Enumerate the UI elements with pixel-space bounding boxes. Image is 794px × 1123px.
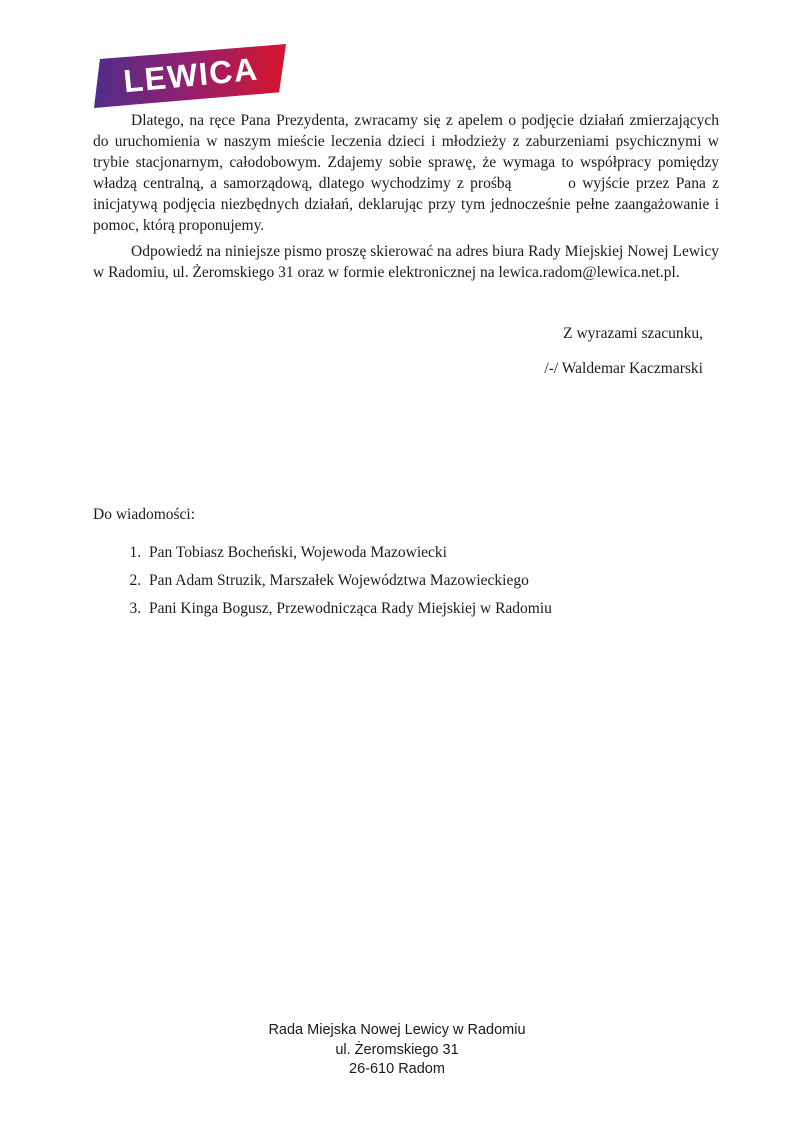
- cc-list-item: [145, 595, 719, 623]
- cc-list-item: [145, 567, 719, 595]
- closing-salutation: Z wyrazami szacunku,: [563, 325, 703, 342]
- cc-list-item: [145, 539, 719, 567]
- paragraph-appeal: Dlatego, na ręce Pana Prezydenta, zwracamy się z apelem o podjęcie działań zmierzających do uruchomienia w naszym mieście leczenia dzieci i młodzieży z zaburzeniami psychicznymi w trybie stacjonarnym, całodobowym. Zdajemy sobie sprawę, że wymaga to współpracy pomiędzy władzą centralną, a samorządową, dlatego wychodzimy z prośbą o wyjście przez Pana z inicjatywą podjęcia niezbędnych działań, deklarując przy tym jednocześnie pełne zaangażowanie i pomoc, którą proponujemy.: [93, 112, 719, 234]
- closing-signature: /-/ Waldemar Kaczmarski: [544, 360, 703, 377]
- paragraph-reply-address: Odpowiedź na niniejsze pismo proszę skierować na adres biura Rady Miejskiej Nowej Lewicy w Radomiu, ul. Żeromskiego 31 oraz w formie elektronicznej na lewica.radom@lewica.net.pl.: [93, 243, 719, 281]
- letter-body: [93, 110, 719, 623]
- closing-block: [93, 323, 719, 379]
- lewica-logo-text: LEWICA: [121, 50, 260, 99]
- footer-line-city: 26-610 Radom: [349, 1061, 445, 1077]
- cc-list-item-text: Pan Adam Struzik, Marszałek Województwa Mazowieckiego: [149, 572, 529, 589]
- footer-address-block: [0, 1021, 794, 1080]
- lewica-logo: [92, 42, 290, 110]
- cc-list: [93, 539, 719, 623]
- cc-list-item-text: Pani Kinga Bogusz, Przewodnicząca Rady Miejskiej w Radomiu: [149, 600, 552, 617]
- footer-line-organization: Rada Miejska Nowej Lewicy w Radomiu: [268, 1022, 526, 1038]
- footer-line-street: ul. Żeromskiego 31: [335, 1041, 459, 1058]
- cc-label: Do wiadomości:: [93, 506, 196, 523]
- cc-list-item-text: Pan Tobiasz Bocheński, Wojewoda Mazowiecki: [149, 544, 447, 561]
